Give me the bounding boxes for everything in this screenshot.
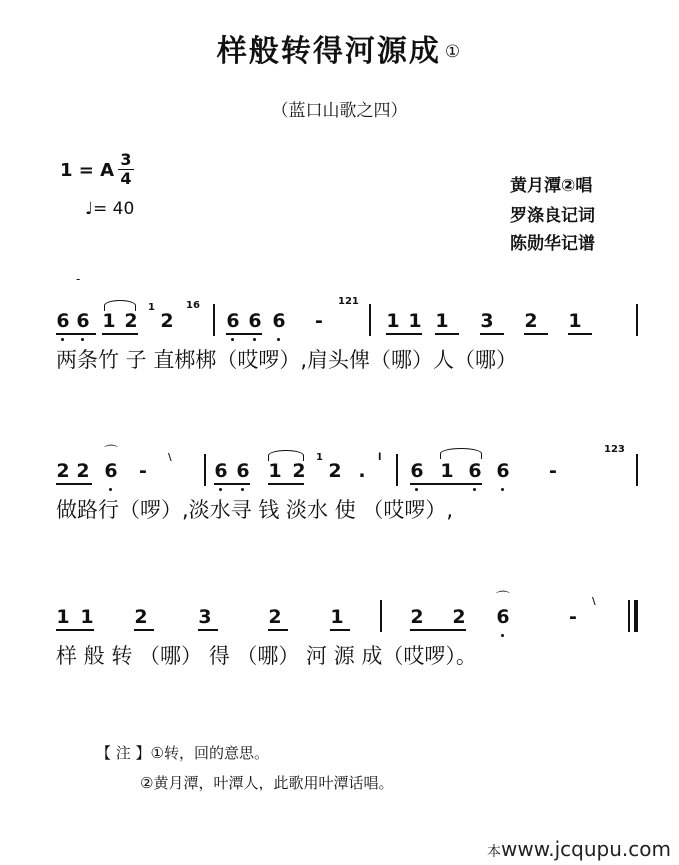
octave-dot — [61, 338, 64, 341]
note-underline — [102, 333, 138, 335]
lyrics-line-3: 样 般 转 （哪） 得 （哪） 河 源 成（哎啰）。 — [56, 644, 477, 668]
note-digit: 1 — [435, 310, 449, 332]
grace-note: l — [378, 452, 382, 463]
staff-2 — [0, 444, 679, 540]
note-digit: 1 — [408, 310, 422, 332]
note-underline — [56, 629, 94, 631]
note-underline — [410, 629, 466, 631]
note-digit: 2 — [292, 460, 306, 482]
bar-line — [204, 454, 206, 486]
note-digit: 1 — [386, 310, 400, 332]
octave-dot — [81, 338, 84, 341]
octave-dot — [415, 488, 418, 491]
bar-line — [636, 304, 638, 336]
footnote-1 — [96, 742, 269, 763]
slur-mark — [104, 300, 136, 311]
watermark-url: www.jcqupu.com — [501, 837, 671, 861]
credit-lyrics: 罗涤良记词 — [510, 206, 595, 226]
note-underline — [568, 333, 592, 335]
octave-dot — [109, 488, 112, 491]
note-digit: 6 — [104, 460, 118, 482]
bar-line — [213, 304, 215, 336]
grace-note: 123 — [604, 444, 625, 455]
note-underline — [268, 483, 304, 485]
note-digit: 2 — [410, 606, 424, 628]
note-digit: 6 — [496, 460, 510, 482]
note-digit: 2 — [268, 606, 282, 628]
note-underline — [214, 483, 250, 485]
grace-note: \ — [592, 596, 596, 607]
grace-note: 1 — [316, 452, 323, 463]
fermata-mark: ⌒ — [104, 445, 118, 461]
note-underline — [524, 333, 548, 335]
note-digit: 1 — [102, 310, 116, 332]
song-title — [0, 26, 679, 70]
note-digit: 3 — [198, 606, 212, 628]
site-watermark — [487, 837, 671, 861]
note-underline — [56, 483, 92, 485]
note-underline — [386, 333, 422, 335]
subtitle: （蓝口山歌之四） — [271, 101, 408, 121]
note-underline — [410, 483, 482, 485]
grace-note: 121 — [338, 296, 359, 307]
meter-bottom: 4 — [120, 169, 132, 188]
note-underline — [198, 629, 218, 631]
note-digit: 1 — [568, 310, 582, 332]
stray-mark: - — [76, 272, 81, 286]
note-digit: 1 — [440, 460, 454, 482]
note-digit: 1 — [56, 606, 70, 628]
staff-3 — [0, 591, 679, 686]
octave-dot — [501, 634, 504, 637]
octave-dot — [241, 488, 244, 491]
staff-1 — [0, 296, 679, 390]
note-digit: - — [549, 460, 557, 482]
grace-note: 1 — [148, 302, 155, 313]
note-digit: 6 — [56, 310, 70, 332]
note-underline — [268, 629, 288, 631]
grace-note: 16 — [186, 300, 200, 311]
bar-line — [369, 304, 371, 336]
song-title-text: 样般转得河源成 — [216, 34, 441, 69]
grace-note: \ — [168, 452, 172, 463]
tempo-marking: ♩= 40 — [85, 199, 135, 219]
meter-top: 3 — [118, 151, 134, 170]
bar-line — [634, 600, 638, 632]
footnote-label: 【 注 】 — [96, 744, 151, 762]
note-digit: 2 — [328, 460, 342, 482]
note-digit: 6 — [248, 310, 262, 332]
note-digit: - — [569, 606, 577, 628]
note-digit: 2 — [452, 606, 466, 628]
note-digit: 6 — [236, 460, 250, 482]
note-digit: 2 — [134, 606, 148, 628]
bar-line — [396, 454, 398, 486]
note-digit: - — [315, 310, 323, 332]
footnote-2: ②黄月潭，叶潭人，此歌用叶潭话唱。 — [140, 774, 394, 792]
note-digit: 1 — [268, 460, 282, 482]
lyrics-line-1: 两条竹 子 直梆梆（哎啰）,肩头俾（哪）人（哪） — [56, 348, 518, 372]
octave-dot — [501, 488, 504, 491]
note-digit: 6 — [214, 460, 228, 482]
note-digit: 6 — [468, 460, 482, 482]
note-underline — [56, 333, 96, 335]
time-signature — [118, 151, 134, 188]
note-digit: 2 — [160, 310, 174, 332]
lyrics-line-2: 做路行（啰）,淡水寻 钱 淡水 使 （哎啰）, — [56, 498, 454, 522]
note-digit: 6 — [496, 606, 510, 628]
slur-mark — [268, 450, 304, 461]
note-digit: 2 — [56, 460, 70, 482]
note-digit: 3 — [480, 310, 494, 332]
credit-notation: 陈勋华记谱 — [510, 234, 595, 254]
bar-line — [636, 454, 638, 486]
bar-line — [380, 600, 382, 632]
watermark-prefix: 本 — [487, 844, 502, 860]
note-digit: - — [139, 460, 147, 482]
footnote-text-1: ①转，回的意思。 — [150, 744, 269, 762]
note-digit: 1 — [80, 606, 94, 628]
octave-dot — [473, 488, 476, 491]
note-digit: 6 — [272, 310, 286, 332]
note-digit: 2 — [524, 310, 538, 332]
note-digit: 1 — [330, 606, 344, 628]
note-underline — [330, 629, 350, 631]
note-digit: 2 — [76, 460, 90, 482]
bar-line — [628, 600, 630, 632]
octave-dot — [219, 488, 222, 491]
note-digit: 6 — [76, 310, 90, 332]
slur-mark — [440, 448, 482, 459]
octave-dot — [277, 338, 280, 341]
note-digit: 6 — [410, 460, 424, 482]
note-underline — [480, 333, 504, 335]
key-signature: 1 = A — [60, 160, 115, 181]
note-underline — [226, 333, 262, 335]
title-footnote-mark: ① — [444, 42, 463, 62]
note-underline — [435, 333, 459, 335]
octave-dot — [231, 338, 234, 341]
note-underline — [134, 629, 154, 631]
credit-singer: 黄月潭②唱 — [510, 176, 593, 196]
note-digit: 6 — [226, 310, 240, 332]
fermata-mark: ⌒ — [496, 591, 510, 607]
note-digit: . — [358, 460, 366, 482]
octave-dot — [253, 338, 256, 341]
note-digit: 2 — [124, 310, 138, 332]
